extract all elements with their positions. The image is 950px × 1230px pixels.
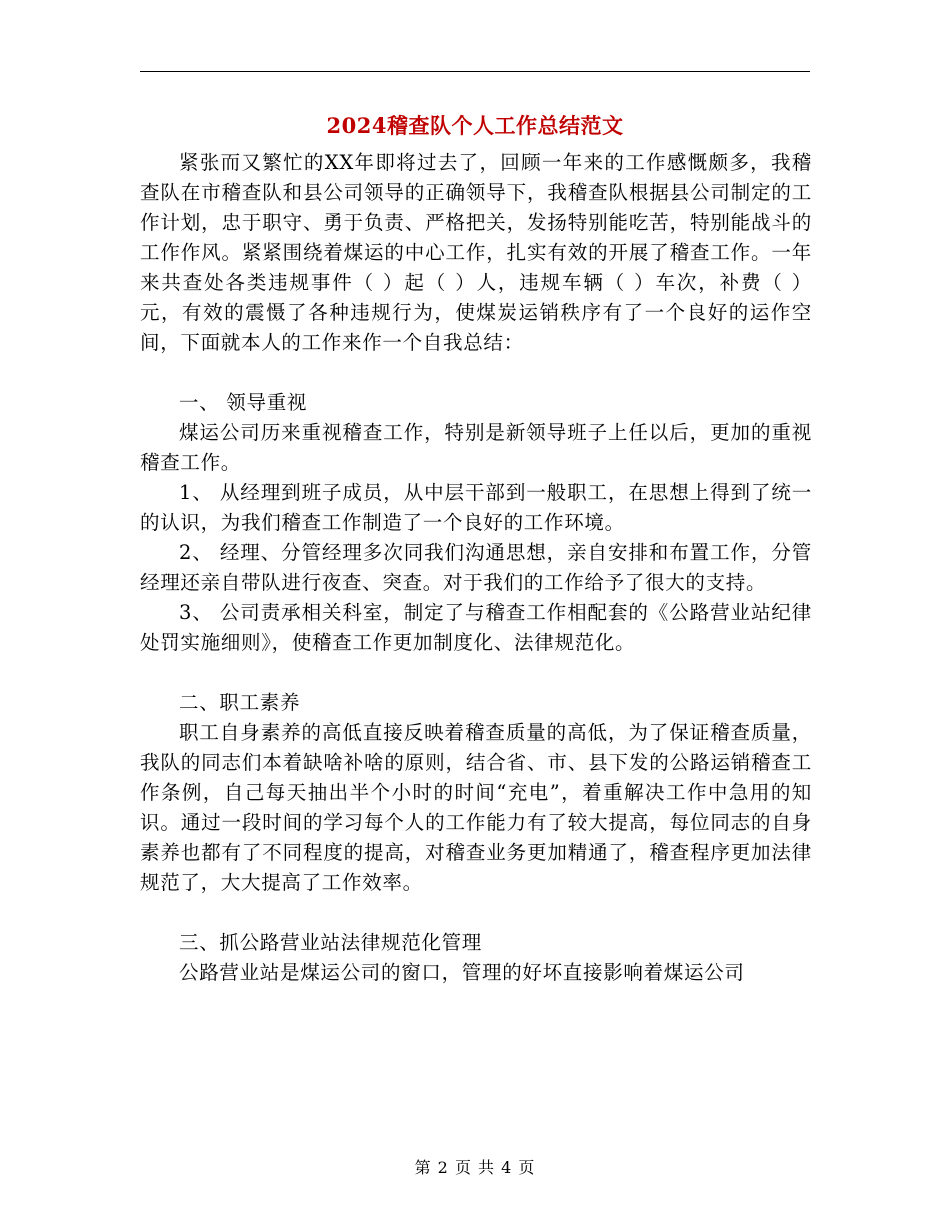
paragraph-gap [140, 658, 812, 688]
section-heading-3: 三、抓公路营业站法律规范化管理 [179, 931, 483, 954]
paragraph-gap [140, 358, 812, 388]
page-footer: 第 2 页 共 4 页 [414, 1158, 536, 1177]
list-item-3: 3、 公司责承相关科室，制定了与稽查工作相配套的《公路营业站纪律处罚实施细则》，使稽查工作更加制度化、法律规范化。 [140, 601, 812, 654]
paragraph-intro: 紧张而又繁忙的XX年即将过去了，回顾一年来的工作感慨颇多，我稽查队在市稽查队和县公司领导的正确领导下，我稽查队根据县公司制定的工作计划，忠于职守、勇于负责、严格把关，发扬特别能吃苦，特别能战斗的工作作风。紧紧围绕着煤运的中心工作，扎实有效的开展了稽查工作。一年来共查处各类违规事件（ ）起（ ）人，违规车辆（ ）车次，补费（ ）元，有效的震慑了各种违规行为，使煤炭运销秩序有了一个良好的运作空间，下面就本人的工作来作一个自我总结： [140, 151, 812, 354]
paragraph: 煤运公司历来重视稽查工作，特别是新领导班子上任以后，更加的重视稽查工作。 [140, 421, 812, 474]
list-item-2: 2、 经理、分管经理多次同我们沟通思想，亲自安排和布置工作，分管经理还亲自带队进行夜查、突查。对于我们的工作给予了很大的支持。 [140, 541, 812, 594]
list-item-1: 1、 从经理到班子成员，从中层干部到一般职工，在思想上得到了统一的认识，为我们稽查工作制造了一个良好的工作环境。 [140, 481, 812, 534]
document-body [140, 148, 812, 988]
paragraph-gap [140, 898, 812, 928]
paragraph: 公路营业站是煤运公司的窗口，管理的好坏直接影响着煤运公司 [179, 961, 745, 984]
document-title: 2024稽查队个人工作总结范文 [326, 113, 624, 138]
section-heading-2: 二、职工素养 [179, 691, 301, 714]
header-rule [140, 71, 810, 72]
paragraph: 职工自身素养的高低直接反映着稽查质量的高低，为了保证稽查质量，我队的同志们本着缺啥补啥的原则，结合省、市、县下发的公路运销稽查工作条例，自己每天抽出半个小时的时间“充电”，着重解决工作中急用的知识。通过一段时间的学习每个人的工作能力有了较大提高，每位同志的自身素养也都有了不同程度的提高，对稽查业务更加精通了，稽查程序更加法律规范了，大大提高了工作效率。 [140, 721, 812, 894]
section-heading-1: 一、 领导重视 [179, 391, 308, 414]
